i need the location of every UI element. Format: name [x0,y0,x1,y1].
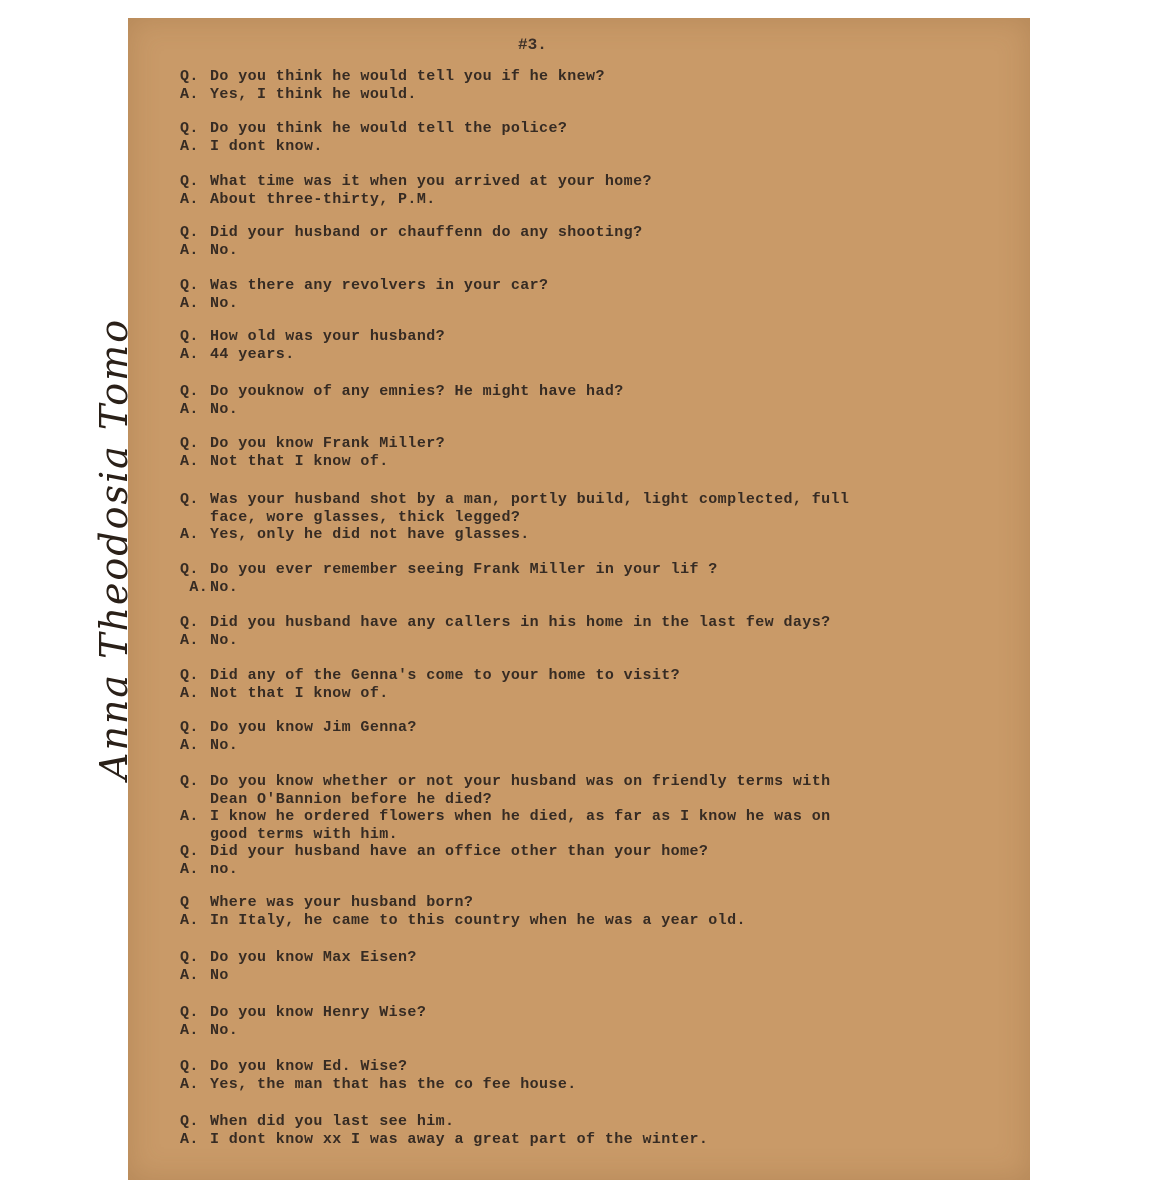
qa-line [180,719,970,737]
qa-text: Was your husband shot by a man, portly build, light complected, full [210,491,850,508]
qa-marker: Q. [180,561,199,578]
qa-marker: Q. [180,435,199,452]
qa-marker: A. [180,400,199,418]
qa-text: Dean O'Bannion before he died? [210,790,493,808]
qa-text: No. [210,241,239,259]
qa-marker: A. [180,966,199,984]
qa-marker: Q [180,894,190,911]
qa-marker: Q. [180,719,199,736]
qa-marker: A. [180,578,209,596]
qa-line [180,242,970,260]
qa-line [180,453,970,471]
qa-text: face, wore glasses, thick legged? [210,508,521,526]
handwritten-signature: Anna Theodosia Tomo [92,317,136,780]
qa-line [180,346,970,364]
qa-text: Do you know whether or not your husband was on friendly terms with [210,773,831,790]
qa-marker: A. [180,1021,199,1039]
qa-marker: Q. [180,120,199,137]
qa-text: Did your husband or chauffenn do any shooting? [210,224,643,241]
qa-text: About three-thirty, P.M. [210,190,436,208]
qa-marker: A. [180,1075,199,1093]
qa-line [180,826,970,844]
qa-line [180,967,970,985]
qa-text: Do you know Frank Miller? [210,435,446,452]
qa-text: Yes, the man that has the co fee house. [210,1075,577,1093]
qa-block [180,1113,970,1148]
qa-block [180,224,970,259]
qa-marker: A. [180,911,199,929]
qa-text: good terms with him. [210,825,399,843]
qa-line [180,614,970,632]
qa-marker [180,791,210,809]
qa-text: Do youknow of any emnies? He might have had? [210,383,624,400]
qa-block [180,1058,970,1093]
qa-block [180,68,970,103]
qa-line [180,509,970,527]
qa-line [180,1022,970,1040]
qa-line [180,1076,970,1094]
qa-line [180,224,970,242]
qa-block [180,173,970,208]
qa-line [180,773,970,791]
qa-line [180,1131,970,1149]
qa-text: Yes, only he did not have glasses. [210,526,530,543]
qa-text: Do you know Max Eisen? [210,949,417,966]
qa-line [180,667,970,685]
qa-line [180,912,970,930]
qa-marker: A. [180,345,199,363]
qa-block [180,614,970,649]
qa-marker: A. [180,860,199,878]
page-number: #3. [518,36,547,54]
qa-text: Was there any revolvers in your car? [210,277,549,294]
qa-line [180,561,970,579]
qa-text: Do you think he would tell the police? [210,120,568,137]
qa-text: No. [210,294,239,312]
qa-line [180,173,970,191]
qa-marker: A. [180,631,199,649]
qa-line [180,632,970,650]
qa-marker: Q. [180,667,199,684]
qa-text: I dont know. [210,137,323,155]
qa-marker: A. [180,137,199,155]
qa-block [180,383,970,418]
qa-marker: A. [180,736,199,754]
qa-marker: A. [180,294,199,312]
qa-marker: A. [180,684,199,702]
qa-text: In Italy, he came to this country when he was a year old. [210,911,746,929]
qa-marker [180,509,210,527]
qa-marker: Q. [180,173,199,190]
qa-line [180,1058,970,1076]
qa-block [180,328,970,363]
qa-text: I know he ordered flowers when he died, as far as I know he was on [210,808,831,825]
qa-text: No. [210,400,239,418]
qa-text: Do you ever remember seeing Frank Miller in your lif ? [210,561,718,578]
qa-marker: Q. [180,277,199,294]
qa-marker [180,826,210,844]
qa-block [180,561,970,596]
qa-block [180,949,970,984]
qa-line [180,861,970,879]
qa-block [180,120,970,155]
qa-text: Where was your husband born? [210,894,474,911]
qa-text: Yes, I think he would. [210,85,417,103]
qa-line [180,191,970,209]
qa-line [180,120,970,138]
qa-marker: Q. [180,383,199,400]
qa-line [180,68,970,86]
qa-line [180,295,970,313]
qa-text: No. [210,631,239,649]
qa-line [180,1113,970,1131]
qa-line [180,808,970,826]
qa-text: No. [210,736,239,754]
qa-block [180,719,970,754]
qa-text: No. [210,1021,239,1039]
qa-text: Do you know Jim Genna? [210,719,417,736]
qa-block [180,435,970,470]
qa-marker: A. [180,241,199,259]
qa-text: What time was it when you arrived at your home? [210,173,652,190]
qa-marker: A. [180,808,199,825]
qa-text: Did your husband have an office other than your home? [210,843,709,860]
qa-block [180,667,970,702]
qa-marker: Q. [180,224,199,241]
qa-marker: A. [180,526,199,543]
qa-marker: A. [180,1130,199,1148]
qa-block [180,491,970,544]
qa-line [180,579,970,597]
qa-line [180,435,970,453]
qa-marker: Q. [180,773,199,790]
qa-block [180,1004,970,1039]
qa-marker: Q. [180,328,199,345]
qa-marker: A. [180,85,199,103]
qa-line [180,383,970,401]
qa-line [180,894,970,912]
qa-line [180,949,970,967]
qa-marker: Q. [180,491,199,508]
qa-block [180,277,970,312]
qa-marker: Q. [180,1113,199,1130]
qa-text: Do you know Henry Wise? [210,1004,427,1021]
qa-line [180,526,970,544]
qa-line [180,843,970,861]
qa-line [180,685,970,703]
qa-text: Do you think he would tell you if he knew? [210,68,605,85]
qa-text: Did any of the Genna's come to your home to visit? [210,667,681,684]
qa-marker: Q. [180,614,199,631]
qa-text: no. [210,860,239,878]
qa-marker: Q. [180,68,199,85]
qa-marker: Q. [180,1058,199,1075]
qa-marker: A. [180,190,199,208]
qa-text: How old was your husband? [210,328,446,345]
qa-text: When did you last see him. [210,1113,455,1130]
qa-text: Not that I know of. [210,452,389,470]
qa-marker: A. [180,452,199,470]
qa-line [180,491,970,509]
qa-text: No. [210,578,239,596]
qa-line [180,86,970,104]
qa-line [180,138,970,156]
qa-text: I dont know xx I was away a great part of the winter. [210,1130,709,1148]
qa-text: Not that I know of. [210,684,389,702]
qa-line [180,328,970,346]
qa-line [180,1004,970,1022]
qa-text: Do you know Ed. Wise? [210,1058,408,1075]
qa-line [180,277,970,295]
qa-block [180,894,970,929]
qa-text: Did you husband have any callers in his home in the last few days? [210,614,831,631]
qa-text: No [210,966,229,984]
qa-line [180,737,970,755]
qa-text: 44 years. [210,345,295,363]
qa-marker: Q. [180,1004,199,1021]
qa-block [180,773,970,878]
qa-line [180,791,970,809]
qa-line [180,401,970,419]
qa-marker: Q. [180,949,199,966]
qa-marker: Q. [180,843,199,860]
